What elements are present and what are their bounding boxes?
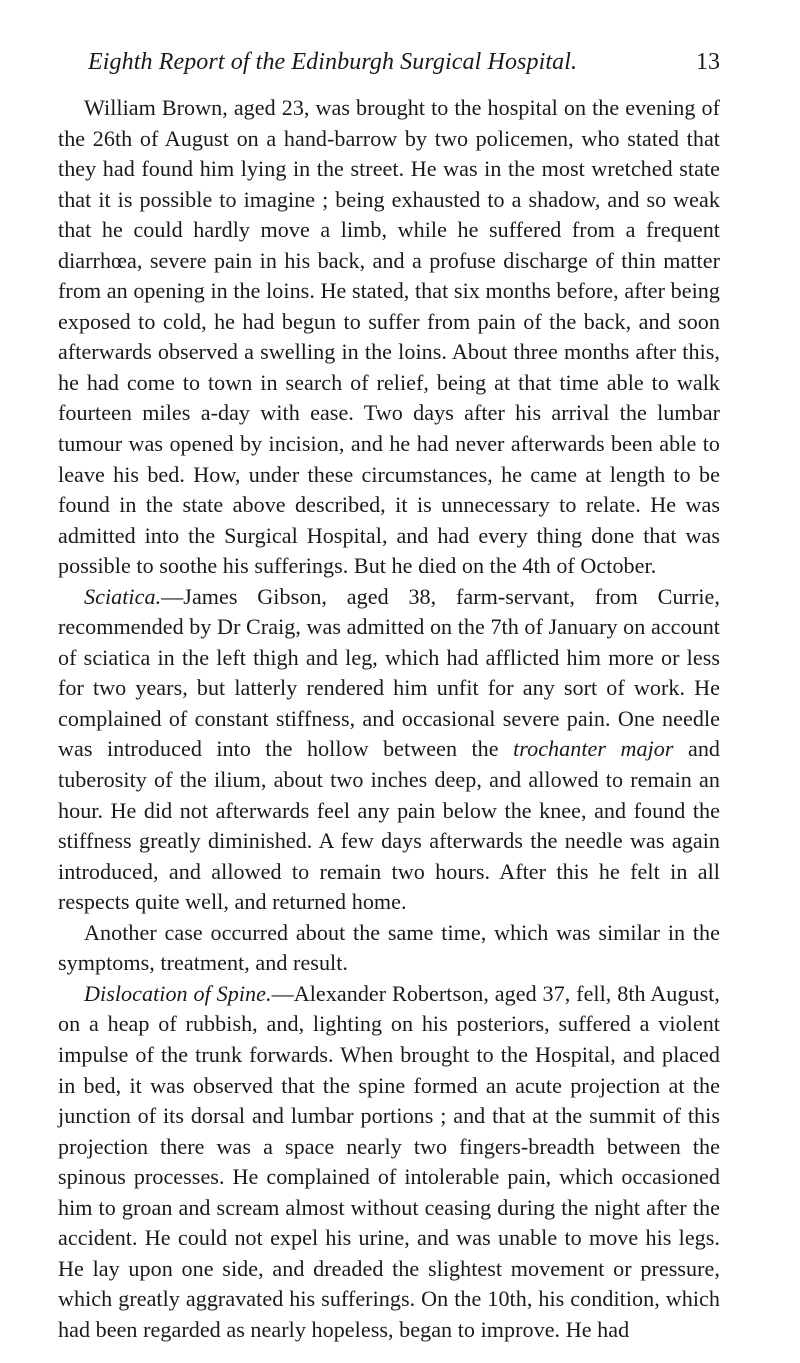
section-heading-dislocation: Dislocation of Spine. [84, 980, 272, 1006]
paragraph-william-brown [58, 93, 720, 582]
paragraph-another-case [58, 918, 720, 979]
text-run: —Alexander Robertson, aged 37, fell, 8th August, on a heap of rubbish, and, lighting on his posteriors, suffered a violent impulse of the trunk forwards. When brought to the Hospital, and placed in bed, it was observed that the spine formed an acute projection at the junction of its dorsal and lumbar portions ; and that at the summit of this projection there was a space nearly two fingers-breadth between the spinous processes. He complained of intolerable pain, which occasioned him to groan and scream almost without ceasing during the night after the accident. He could not expel his urine, and was unable to move his legs. He lay upon one side, and dreaded the slightest movement or pressure, which greatly aggravated his sufferings. On the 10th, his condition, which had been regarded as nearly hopeless, began to improve. He had [58, 980, 720, 1342]
italic-term: trochanter major [513, 736, 674, 762]
body-text [58, 93, 720, 1345]
section-heading-sciatica: Sciatica. [84, 583, 162, 609]
running-title: Eighth Report of the Edinburgh Surgical Hospital. [88, 49, 578, 75]
page-number: 13 [696, 49, 720, 75]
text-run: William Brown, aged 23, was brought to the hospital on the evening of the 26th of August on a hand-barrow by two policemen, who stated that they had found him lying in the street. He was in the most wretched state that it is possible to imagine ; being exhausted to a shadow, and so weak that he could hardly move a limb, while he suffered from a frequent diarrhœa, severe pain in his back, and a profuse discharge of thin matter from an opening in the loins. He stated, that six months before, after being exposed to cold, he had begun to suffer from pain of the back, and soon afterwards observed a swelling in the loins. About three months after this, he had come to town in search of relief, being at that time able to walk fourteen miles a-day with ease. Two days after his arrival the lumbar tumour was opened by incision, and he had never afterwards been able to leave his bed. How, under these circumstances, he came at length to be found in the state above described, it is unnecessary to relate. He was admitted into the Surgical Hospital, and had every thing done that was possible to soothe his sufferings. But he died on the 4th of October. [58, 95, 720, 579]
text-run: —James Gibson, aged 38, farm-servant, from Currie, recommended by Dr Craig, was admitted on the 7th of January on account of sciatica in the left thigh and leg, which had afflicted him more or less for two years, but latterly rendered him unfit for any sort of work. He complained of constant stiffness, and occasional severe pain. One needle was introduced into the hollow between the [58, 583, 720, 762]
text-run: Another case occurred about the same time, which was similar in the symptoms, treatment, and result. [58, 919, 720, 976]
paragraph-dislocation-of-spine [58, 979, 720, 1346]
text-run: and tuberosity of the ilium, about two inches deep, and allowed to remain an hour. He did not afterwards feel any pain below the knee, and found the stiffness greatly diminished. A few days afterwards the needle was again introduced, and allowed to remain two hours. After this he felt in all respects quite well, and returned home. [58, 736, 721, 915]
running-head [88, 44, 720, 80]
paragraph-sciatica [58, 582, 720, 918]
